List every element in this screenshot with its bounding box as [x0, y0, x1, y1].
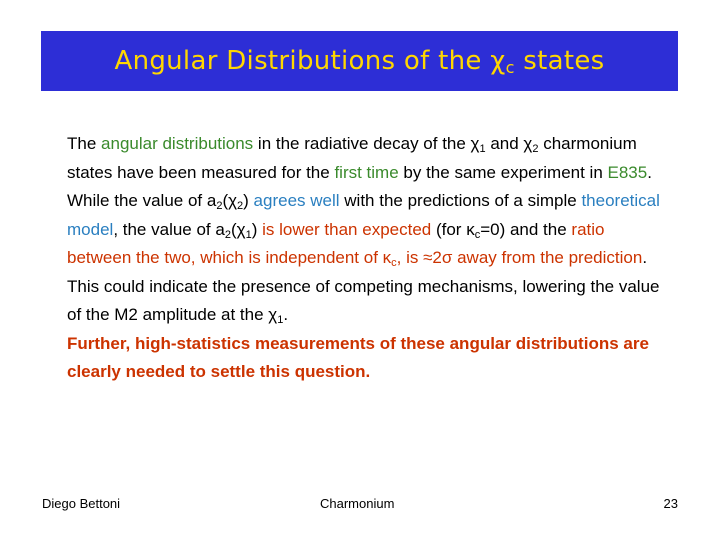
highlight-agrees-well: agrees well	[248, 191, 340, 210]
paragraph-interpretation	[67, 273, 667, 330]
highlight-away-from-prediction: , is ≈2σ away from the prediction	[396, 248, 643, 267]
highlight-ratio: ratio between the two, which is independent of κ	[67, 219, 605, 267]
subscript: c	[474, 228, 481, 241]
title-suffix: states	[514, 45, 605, 76]
title-chi-subscript: c	[505, 57, 515, 77]
text: with the predictions of a simple	[339, 191, 582, 210]
subscript: 1	[245, 228, 252, 241]
text: by the same experiment in	[398, 162, 608, 182]
text: and	[485, 134, 524, 153]
text: .	[647, 162, 652, 182]
text: )	[251, 219, 258, 239]
subscript: 1	[479, 143, 486, 155]
text: charmonium states have been measured for the	[67, 134, 637, 182]
title-prefix: Angular Distributions of the	[114, 45, 491, 76]
text: The	[67, 134, 102, 153]
paragraph-comparison	[67, 187, 667, 273]
footer-author: Diego Bettoni	[42, 496, 121, 511]
highlight-e835: E835	[607, 162, 648, 182]
text: (for κ	[431, 219, 475, 239]
title-chi: χ	[490, 45, 506, 76]
subscript: 2	[216, 200, 223, 212]
footer-topic: Charmonium	[320, 496, 395, 511]
text: )	[243, 191, 249, 210]
text: .	[642, 248, 648, 267]
paragraph-measurement	[67, 130, 667, 187]
footer-page-number: 23	[663, 496, 678, 511]
slide-body	[67, 130, 667, 387]
subscript: 1	[277, 314, 284, 326]
subscript: c	[391, 257, 397, 269]
subscript: 2	[532, 143, 539, 155]
chi-symbol: χ	[523, 134, 533, 153]
title-bar	[41, 31, 678, 91]
chi-symbol: χ	[470, 134, 480, 153]
text: (χ	[230, 219, 246, 239]
highlight-lower-than-expected: is lower than expected	[257, 219, 432, 239]
text: , the value of a	[113, 219, 225, 239]
subscript: 2	[237, 200, 244, 212]
text: This could indicate the presence of competing mechanisms, lowering the value of the M2 amplitude at the χ	[67, 276, 660, 324]
text: in the radiative decay of the	[253, 134, 471, 153]
paragraph-conclusion: Further, high-statistics measurements of these angular distributions are clearly needed to settle this question.	[67, 333, 649, 381]
highlight-first-time: first time	[334, 162, 399, 182]
text: .	[283, 305, 289, 324]
text: =0) and the	[480, 219, 572, 239]
slide-title	[114, 46, 604, 77]
highlight-theoretical-model: theoretical model	[67, 191, 660, 239]
highlight-angular-distributions: angular distributions	[101, 134, 254, 153]
text: (χ	[222, 191, 238, 210]
subscript: 2	[224, 228, 231, 241]
text: While the value of a	[67, 191, 217, 210]
